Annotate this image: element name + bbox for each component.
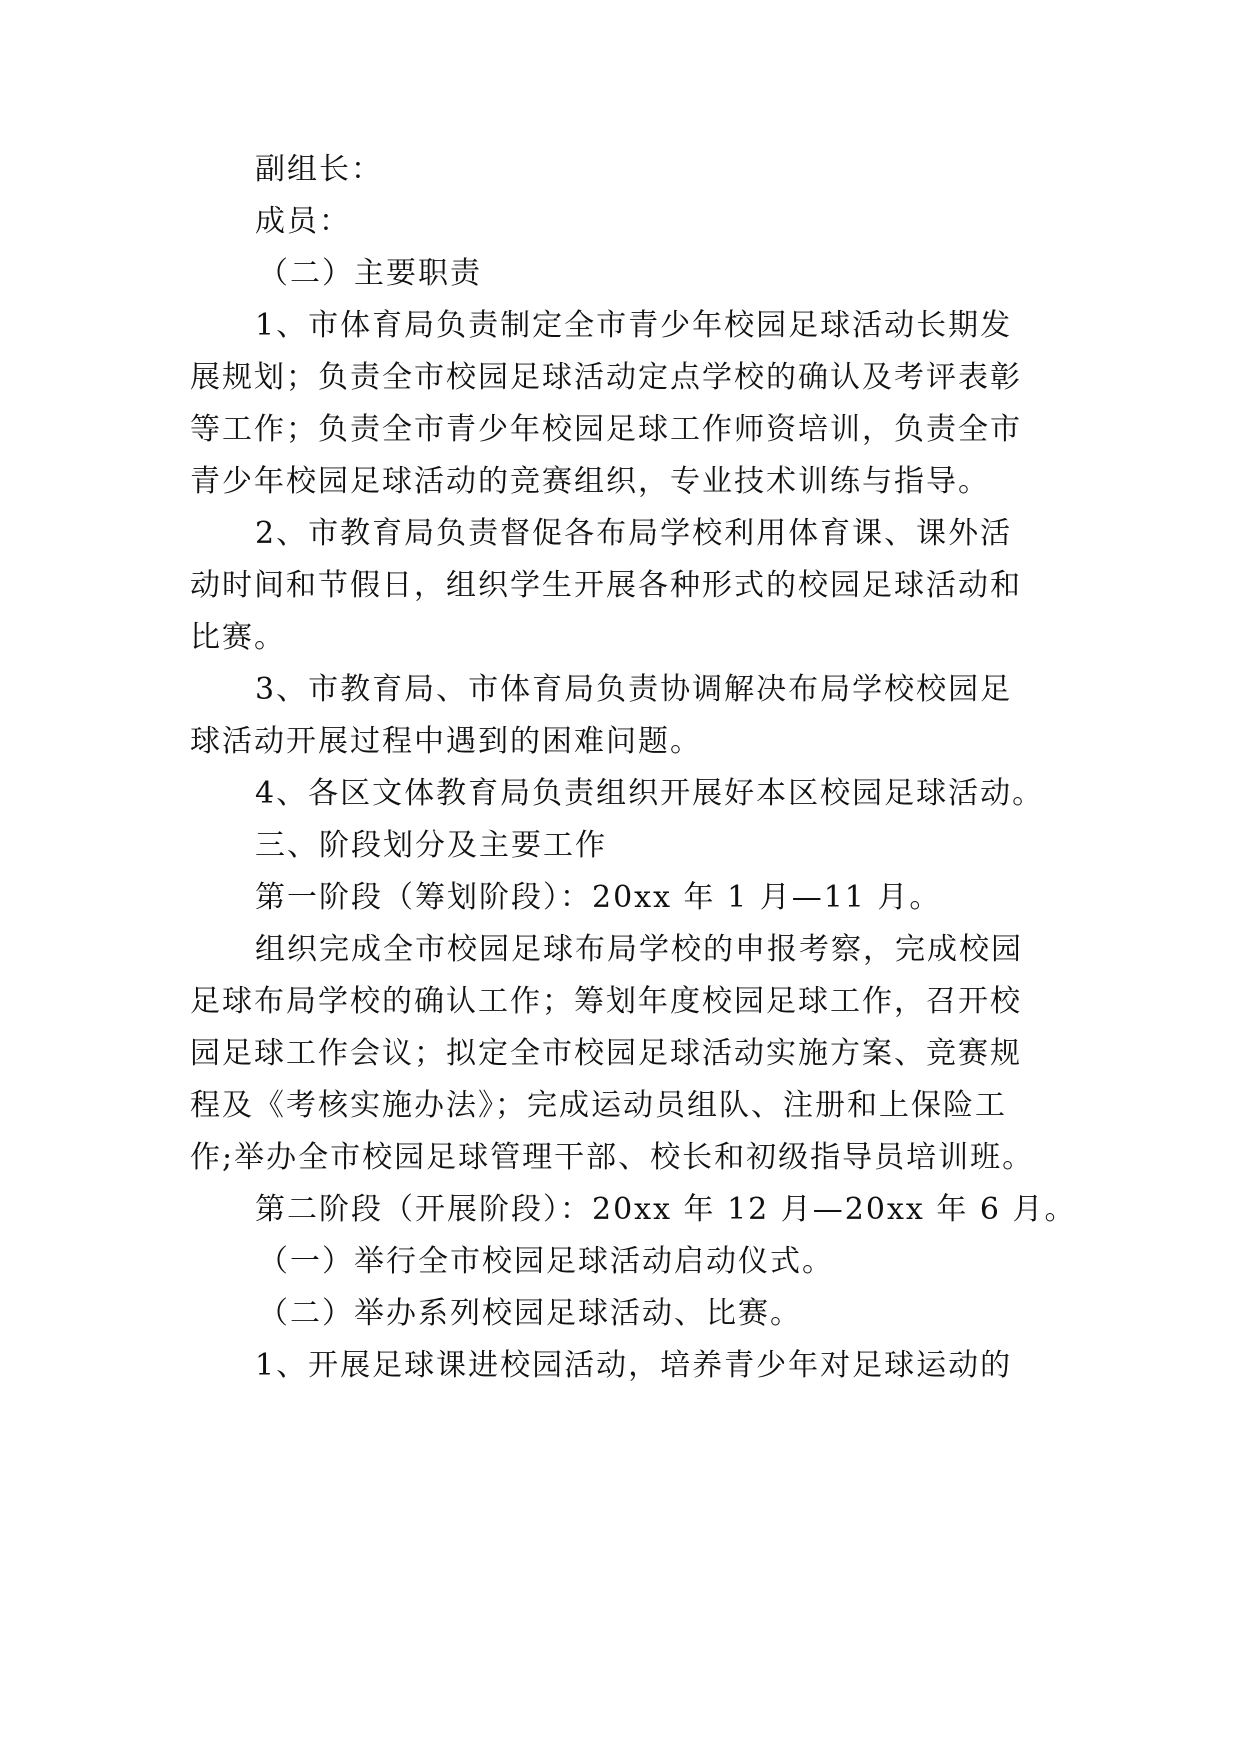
paragraph-line: 等工作；负责全市青少年校园足球工作师资培训，负责全市 [190,412,1022,447]
paragraph-line: 比赛。 [190,620,286,655]
paragraph-line: 程及《考核实施办法》；完成运动员组队、注册和上保险工 [190,1088,1007,1123]
paragraph-line: 组织完成全市校园足球布局学校的申报考察，完成校园 [255,932,1023,967]
stage-two-heading: 第二阶段（开展阶段）：20xx 年 12 月—20xx 年 6 月。 [255,1192,1077,1227]
paragraph-line: 1、开展足球课进校园活动，培养青少年对足球运动的 [255,1348,1013,1383]
paragraph-line: （一）举行全市校园足球活动启动仪式。 [258,1244,834,1279]
section-heading-stages: 三、阶段划分及主要工作 [255,828,607,863]
members-line: 成员： [255,204,351,239]
stage-one-heading: 第一阶段（筹划阶段）：20xx 年 1 月—11 月。 [255,880,942,915]
paragraph-line: 展规划；负责全市校园足球活动定点学校的确认及考评表彰 [190,360,1022,395]
paragraph-line: 园足球工作会议；拟定全市校园足球活动实施方案、竞赛规 [190,1036,1022,1071]
paragraph-line: 2、市教育局负责督促各布局学校利用体育课、课外活 [255,516,1013,551]
paragraph-line: 足球布局学校的确认工作；筹划年度校园足球工作，召开校 [190,984,1022,1019]
paragraph-line: 3、市教育局、市体育局负责协调解决布局学校校园足 [255,672,1013,707]
paragraph-line: 4、各区文体教育局负责组织开展好本区校园足球活动。 [255,776,1045,811]
paragraph-line: 动时间和节假日，组织学生开展各种形式的校园足球活动和 [190,568,1022,603]
paragraph-line: 青少年校园足球活动的竞赛组织，专业技术训练与指导。 [190,464,990,499]
deputy-leader-line: 副组长： [255,152,383,187]
paragraph-line: 球活动开展过程中遇到的困难问题。 [190,724,702,759]
paragraph-line: 作;举办全市校园足球管理干部、校长和初级指导员培训班。 [190,1140,1035,1175]
paragraph-line: （二）举办系列校园足球活动、比赛。 [258,1296,802,1331]
paragraph-line: 1、市体育局负责制定全市青少年校园足球活动长期发 [255,308,1013,343]
section-heading-main-duties: （二）主要职责 [258,256,482,291]
